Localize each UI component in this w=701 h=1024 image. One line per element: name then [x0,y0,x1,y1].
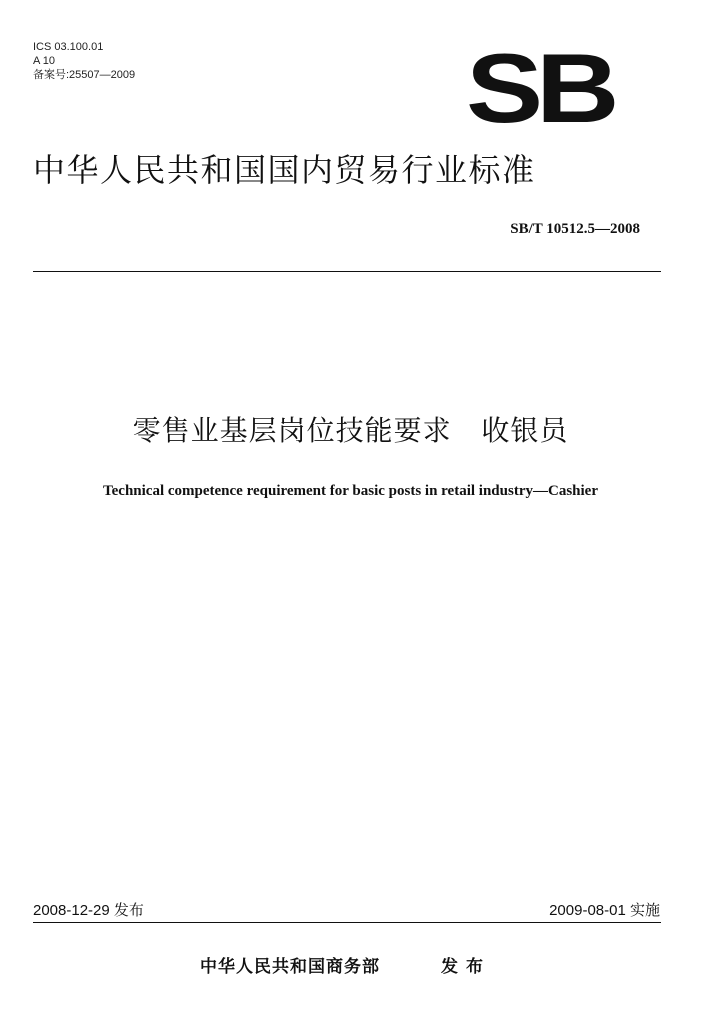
bottom-divider [33,922,661,923]
ics-code: ICS 03.100.01 [33,41,104,53]
publisher-name: 中华人民共和国商务部 [200,957,380,977]
classification-block [33,40,135,82]
category-code: A 10 [33,55,56,67]
top-divider [33,271,661,272]
standard-category-title: 中华人民共和国国内贸易行业标准 [33,151,536,189]
issue-date: 2008-12-29 发布 [33,902,144,919]
implementation-date: 2009-08-01 实施 [549,902,660,919]
document-title-en: Technical competence requirement for basic posts in retail industry—Cashier [103,483,598,499]
publish-label: 发布 [441,957,491,977]
document-title-zh: 零售业基层岗位技能要求 收银员 [132,414,569,447]
sb-logo: SB [466,49,613,127]
filing-number: 备案号:25507—2009 [33,69,136,81]
standard-code: SB/T 10512.5—2008 [510,221,640,237]
